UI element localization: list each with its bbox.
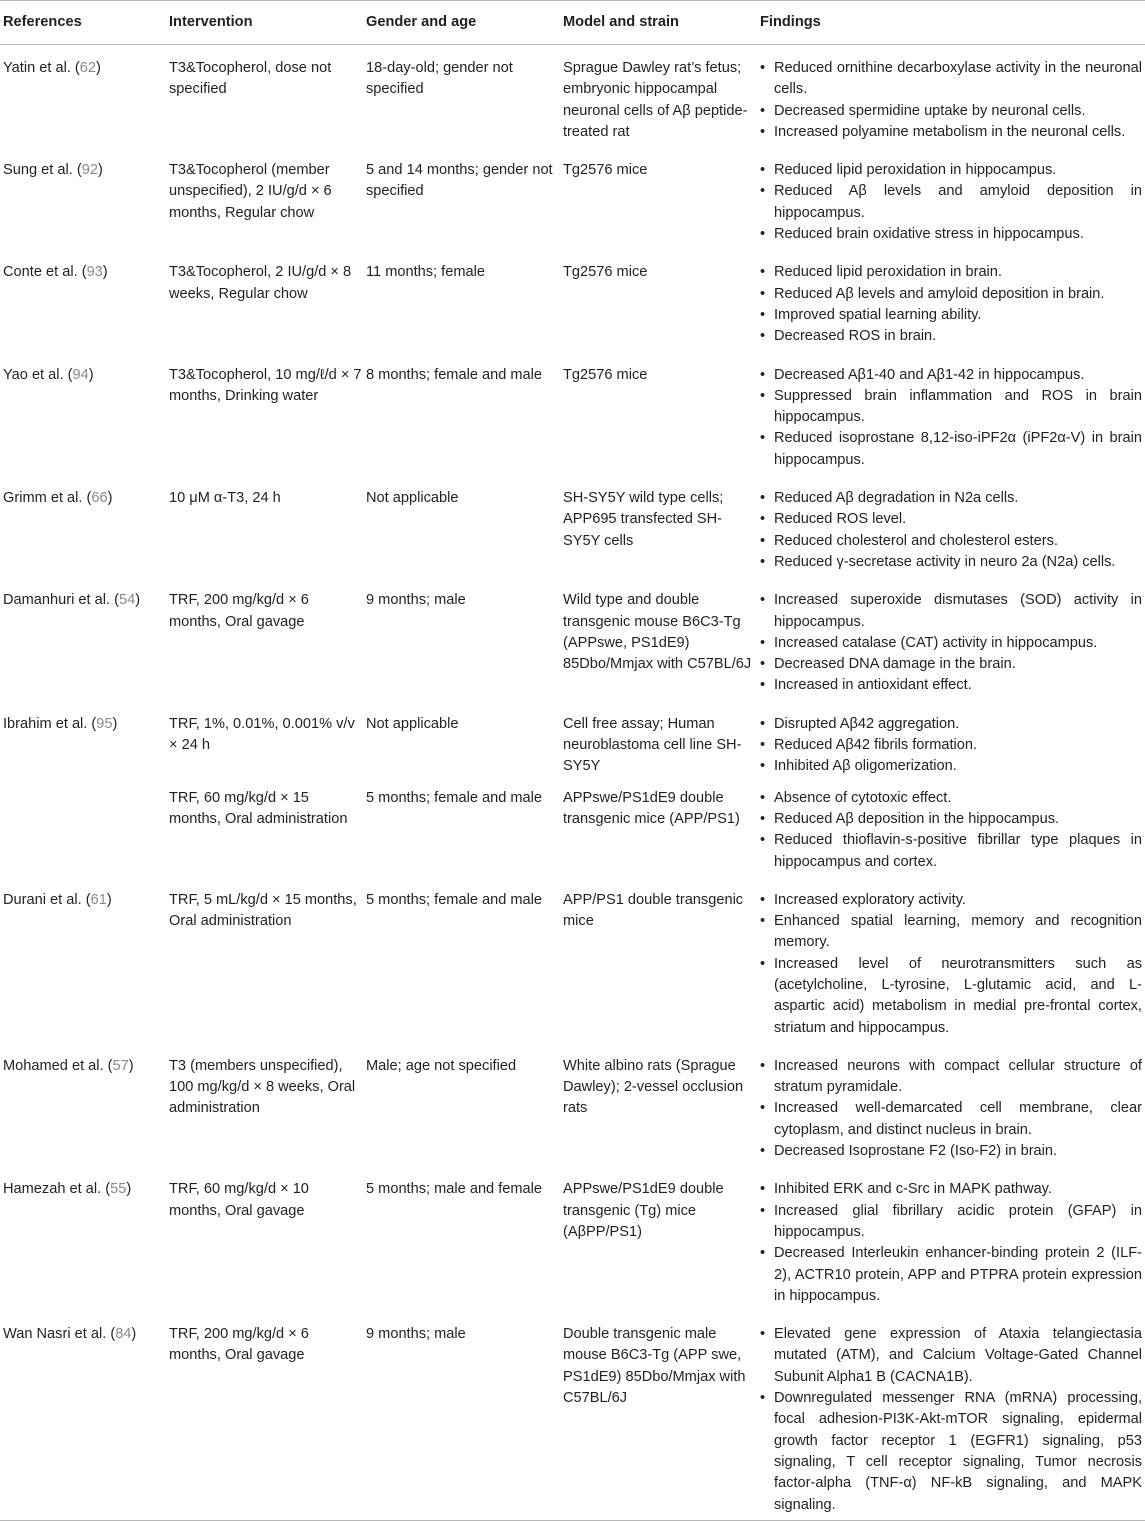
findings-cell (757, 45, 1145, 148)
finding-item: • Inhibited Aβ oligomerization. (757, 756, 1142, 777)
gender-age-cell: Not applicable (366, 490, 459, 507)
finding-item: • Reduced Aβ levels and amyloid deposition in brain. (757, 284, 1142, 305)
finding-item: • Reduced Aβ42 fibrils formation. (757, 735, 1142, 756)
reference-cell (0, 249, 166, 351)
gender-age-cell: 5 months; female and male (366, 789, 543, 806)
model-strain-cell: Double transgenic male mouse B6C3-Tg (APP swe, PS1dE9) 85Dbo/Mmjax with C57BL/6J (560, 1311, 757, 1520)
model-strain-cell: APPswe/PS1dE9 double transgenic mice (APP/PS1) (563, 789, 740, 827)
reference-close: ) (131, 1326, 137, 1343)
table-row (0, 701, 1145, 782)
reference-author: Wan Nasri et al. ( (3, 1326, 116, 1343)
finding-item: • Reduced ornithine decarboxylase activity in the neuronal cells. (757, 58, 1142, 101)
reference-close: ) (106, 891, 112, 908)
finding-item: • Reduced lipid peroxidation in hippocampus. (757, 160, 1142, 181)
reference-number: 57 (112, 1057, 129, 1074)
finding-item: • Enhanced spatial learning, memory and recognition memory. (757, 911, 1142, 954)
finding-item: • Reduced ROS level. (757, 509, 1142, 530)
finding-item: • Elevated gene expression of Ataxia telangiectasia mutated (ATM), and Calcium Voltage-Gated Channel Subunit Alpha1 B (CACNA1B). (757, 1324, 1142, 1388)
finding-item: • Reduced γ-secretase activity in neuro 2a (N2a) cells. (757, 552, 1142, 573)
reference-number: 55 (110, 1181, 127, 1198)
findings-list (757, 58, 1142, 143)
findings-list (757, 1056, 1142, 1162)
model-strain-cell: Tg2576 mice (563, 264, 648, 281)
gender-age-cell: 11 months; female (366, 264, 485, 281)
finding-item: • Disrupted Aβ42 aggregation. (757, 714, 1142, 735)
gender-age-cell: 9 months; male (366, 592, 466, 609)
reference-close: ) (135, 592, 141, 609)
reference-cell (0, 1166, 166, 1311)
reference-close: ) (96, 60, 101, 76)
intervention-cell: T3&Tocopherol, 10 mg/ℓ/d × 7 months, Drinking water (169, 366, 362, 404)
reference-number: 94 (72, 366, 89, 383)
finding-item: • Improved spatial learning ability. (757, 305, 1142, 326)
table-body (0, 45, 1145, 1521)
gender-age-cell: 18-day-old; gender not specified (366, 60, 513, 98)
finding-item: • Reduced lipid peroxidation in brain. (757, 262, 1142, 283)
findings-list (757, 488, 1142, 573)
finding-item: • Increased glial fibrillary acidic protein (GFAP) in hippocampus. (757, 1201, 1142, 1244)
finding-item: • Decreased ROS in brain. (757, 326, 1142, 347)
reference-close: ) (107, 490, 113, 507)
reference-author: Ibrahim et al. ( (3, 715, 97, 732)
finding-item: • Reduced isoprostane 8,12-iso-iPF2α (iPF2α-V) in brain hippocampus. (757, 428, 1142, 471)
findings-cell (757, 1166, 1145, 1311)
model-strain-cell: SH-SY5Y wild type cells; APP695 transfected SH-SY5Y cells (563, 490, 724, 549)
table-row (0, 1311, 1145, 1520)
table-row (0, 475, 1145, 577)
reference-close: ) (102, 264, 108, 281)
finding-item: • Reduced Aβ deposition in the hippocampus. (757, 809, 1142, 830)
header-references: References (0, 1, 166, 45)
table-header (0, 1, 1145, 45)
model-strain-cell: Tg2576 mice (563, 366, 648, 383)
findings-cell (757, 475, 1145, 577)
reference-number: 66 (91, 490, 108, 507)
reference-cell (0, 1311, 166, 1520)
gender-age-cell: Male; age not specified (366, 1057, 517, 1074)
header-intervention: Intervention (166, 1, 363, 45)
finding-item: • Increased in antioxidant effect. (757, 675, 1142, 696)
gender-age-cell: 5 months; female and male (366, 891, 543, 908)
finding-item: • Decreased DNA damage in the brain. (757, 654, 1142, 675)
reference-cell (0, 147, 166, 249)
table-row (0, 1043, 1145, 1166)
finding-item: • Increased well-demarcated cell membrane, clear cytoplasm, and distinct nucleus in brain. (757, 1098, 1142, 1141)
reference-author: Yao et al. ( (3, 366, 73, 383)
findings-cell (757, 782, 1145, 877)
model-strain-cell: APPswe/PS1dE9 double transgenic (Tg) mice (AβPP/PS1) (563, 1181, 724, 1240)
finding-item: • Increased polyamine metabolism in the neuronal cells. (757, 122, 1142, 143)
finding-item: • Reduced Aβ levels and amyloid deposition in hippocampus. (757, 181, 1142, 224)
finding-item: • Reduced brain oxidative stress in hippocampus. (757, 224, 1142, 245)
finding-item: • Decreased Aβ1-40 and Aβ1-42 in hippocampus. (757, 365, 1142, 386)
reference-number: 84 (115, 1326, 132, 1343)
intervention-cell: 10 μM α-T3, 24 h (169, 490, 281, 507)
finding-item: • Absence of cytotoxic effect. (757, 788, 1142, 809)
header-findings: Findings (757, 1, 1145, 45)
intervention-cell: T3&Tocopherol (member unspecified), 2 IU/g/d × 6 months, Regular chow (169, 162, 332, 221)
reference-close: ) (97, 162, 103, 179)
findings-cell (757, 877, 1145, 1043)
header-gender-age: Gender and age (363, 1, 560, 45)
table-row (0, 147, 1145, 249)
finding-item: • Increased superoxide dismutases (SOD) activity in hippocampus. (757, 590, 1142, 633)
intervention-cell: TRF, 60 mg/kg/d × 15 months, Oral administration (169, 789, 348, 827)
table-row (0, 577, 1145, 700)
gender-age-cell: 5 and 14 months; gender not specified (366, 162, 553, 200)
reference-number: 54 (119, 592, 136, 609)
header-model-strain: Model and strain (560, 1, 757, 45)
findings-list (757, 160, 1142, 245)
gender-age-cell: 8 months; female and male (366, 366, 543, 383)
reference-author: Grimm et al. ( (3, 490, 92, 507)
reference-author: Hamezah et al. ( (3, 1181, 111, 1198)
intervention-cell: T3 (members unspecified), 100 mg/kg/d × 8 weeks, Oral administration (169, 1057, 356, 1117)
findings-list (757, 890, 1142, 1039)
gender-age-cell: 5 months; male and female (366, 1181, 543, 1198)
table-row (0, 877, 1145, 1043)
reference-cell (0, 352, 166, 475)
findings-cell (757, 147, 1145, 249)
model-strain-cell: Wild type and double transgenic mouse B6C3-Tg (APPswe, PS1dE9) 85Dbo/Mmjax with C57BL/6J (563, 592, 752, 673)
model-strain-cell: Sprague Dawley rat’s fetus; embryonic hippocampal neuronal cells of Aβ peptide-treated rat (563, 60, 748, 140)
table-row (0, 45, 1145, 148)
reference-cell (0, 577, 166, 700)
findings-list (757, 590, 1142, 696)
finding-item: • Increased level of neurotransmitters such as (acetylcholine, L-tyrosine, L-glutamic acid, and L-aspartic acid) metabolism in medial pre-frontal cortex, striatum and hippocampus. (757, 954, 1142, 1039)
gender-age-cell: Not applicable (366, 715, 459, 732)
reference-close: ) (112, 715, 118, 732)
reference-cell (0, 45, 166, 148)
findings-list (757, 1324, 1142, 1516)
reference-cell (0, 782, 166, 877)
finding-item: • Decreased Interleukin enhancer-binding protein 2 (ILF-2), ACTR10 protein, APP and PTPRA protein expression in hippocampus. (757, 1243, 1142, 1307)
finding-item: • Increased neurons with compact cellular structure of stratum pyramidale. (757, 1056, 1142, 1099)
intervention-cell: T3&Tocopherol, 2 IU/g/d × 8 weeks, Regular chow (169, 264, 352, 302)
reference-cell (0, 701, 166, 782)
intervention-cell: TRF, 200 mg/kg/d × 6 months, Oral gavage (169, 592, 309, 630)
reference-author: Damanhuri et al. ( (3, 592, 119, 609)
finding-item: • Suppressed brain inflammation and ROS in brain hippocampus. (757, 386, 1142, 429)
finding-item: • Reduced Aβ degradation in N2a cells. (757, 488, 1142, 509)
intervention-cell: TRF, 200 mg/kg/d × 6 months, Oral gavage (166, 1311, 363, 1520)
findings-cell (757, 1311, 1145, 1520)
gender-age-cell: 9 months; male (363, 1311, 560, 1520)
findings-cell (757, 352, 1145, 475)
intervention-cell: TRF, 1%, 0.01%, 0.001% v/v × 24 h (169, 715, 355, 754)
finding-item: • Reduced cholesterol and cholesterol esters. (757, 531, 1142, 552)
table-row (0, 1166, 1145, 1311)
reference-author: Sung et al. ( (3, 162, 82, 179)
model-strain-cell: Tg2576 mice (563, 162, 648, 179)
reference-number: 92 (81, 162, 98, 179)
findings-list (757, 1179, 1142, 1307)
finding-item: • Inhibited ERK and c-Src in MAPK pathway. (757, 1179, 1142, 1200)
header-row (0, 1, 1145, 45)
reference-close: ) (128, 1057, 134, 1074)
finding-item: • Increased catalase (CAT) activity in hippocampus. (757, 633, 1142, 654)
reference-number: 95 (96, 715, 113, 732)
finding-item: • Increased exploratory activity. (757, 890, 1142, 911)
table-row (0, 352, 1145, 475)
intervention-cell: TRF, 60 mg/kg/d × 10 months, Oral gavage (169, 1181, 309, 1219)
findings-list (757, 788, 1142, 873)
model-strain-cell: Cell free assay; Human neuroblastoma cell line SH-SY5Y (563, 715, 742, 775)
findings-list (757, 365, 1142, 471)
intervention-cell: TRF, 5 mL/kg/d × 15 months, Oral administration (169, 891, 357, 930)
findings-list (757, 714, 1142, 778)
reference-number: 93 (86, 264, 103, 281)
findings-cell (757, 701, 1145, 782)
model-strain-cell: White albino rats (Sprague Dawley); 2-vessel occlusion rats (563, 1057, 744, 1117)
reference-close: ) (88, 366, 94, 383)
finding-item: • Decreased Isoprostane F2 (Iso-F2) in brain. (757, 1141, 1142, 1162)
reference-author: Yatin et al. ( (3, 60, 80, 76)
reference-author: Durani et al. ( (3, 891, 91, 908)
model-strain-cell: APP/PS1 double transgenic mice (563, 891, 744, 930)
finding-item: • Decreased spermidine uptake by neuronal cells. (757, 101, 1142, 122)
reference-author: Conte et al. ( (3, 264, 87, 281)
reference-cell (0, 475, 166, 577)
findings-cell (757, 249, 1145, 351)
reference-number: 61 (90, 891, 107, 908)
reference-close: ) (126, 1181, 132, 1198)
table-row (0, 782, 1145, 877)
findings-list (757, 262, 1142, 347)
reference-cell (0, 877, 166, 1043)
reference-author: Mohamed et al. ( (3, 1057, 113, 1074)
findings-cell (757, 577, 1145, 700)
finding-item: • Downregulated messenger RNA (mRNA) processing, focal adhesion-PI3K-Akt-mTOR signaling, epidermal growth factor receptor 1 (EGFR1) signaling, p53 signaling, T cell receptor signaling, Tumor necrosis factor-alpha (TNF-α) NF-kB signaling, and MAPK signaling. (757, 1388, 1142, 1516)
reference-cell (0, 1043, 166, 1166)
finding-item: • Reduced thioflavin-s-positive fibrillar type plaques in hippocampus and cortex. (757, 830, 1142, 873)
reference-number: 62 (79, 60, 97, 76)
findings-cell (757, 1043, 1145, 1166)
table-row (0, 249, 1145, 351)
intervention-cell: T3&Tocopherol, dose not specified (169, 60, 332, 98)
